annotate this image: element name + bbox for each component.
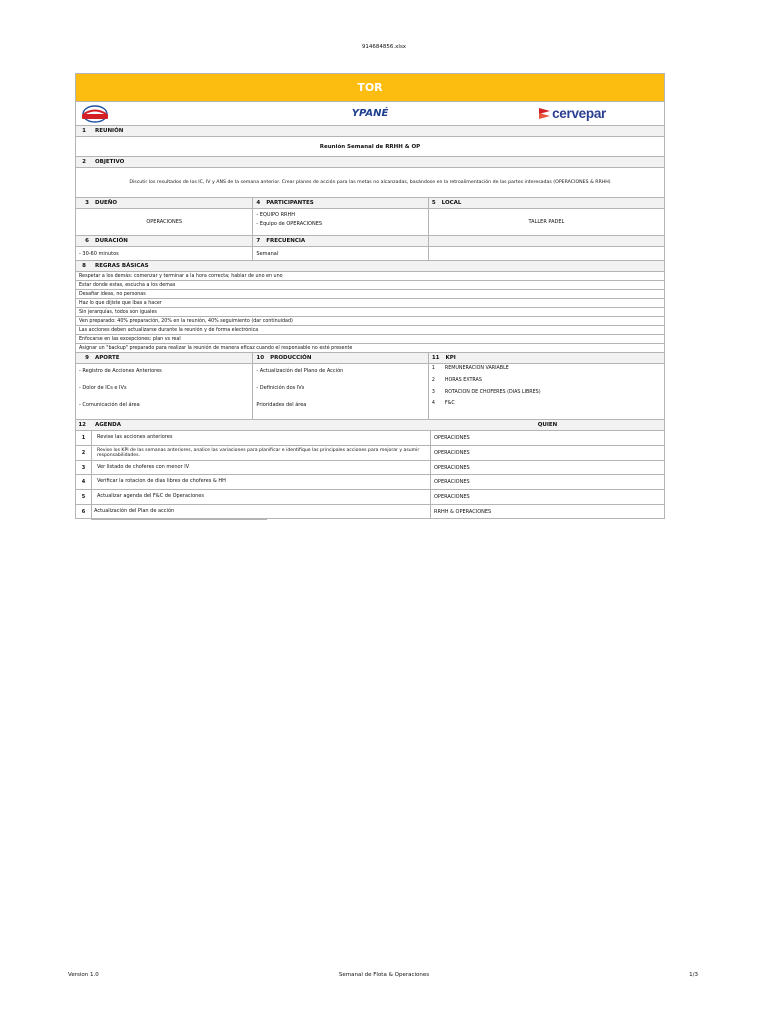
section-number: 8 [82, 263, 86, 269]
aporte-item: - Dolor de ICs e IVs [79, 385, 127, 391]
frecuencia-header [253, 236, 428, 246]
agenda-row [75, 475, 665, 490]
tor-title: TOR [76, 74, 664, 101]
produccion-header [253, 353, 428, 363]
agenda-number: 3 [76, 461, 92, 474]
section-reunion-body [75, 137, 665, 157]
cervepar-mark-icon [538, 105, 552, 121]
regla-item: Haz lo que dijiste que ibas a hacer [79, 300, 162, 306]
duracion-value: - 30-60 minutos [76, 247, 253, 260]
section-number: 1 [82, 128, 86, 134]
section-label: APORTE [95, 355, 120, 361]
section-number: 6 [85, 238, 89, 244]
section-aporte-header-row [75, 353, 665, 364]
section-label: LOCAL [441, 200, 462, 206]
kpi-text: REMUNERACION VARIABLE [444, 366, 509, 371]
regla-item: Estar donde estas, escucha a los demas [79, 282, 176, 288]
agenda-task: Actualización del Plan de acción [92, 505, 431, 518]
dueno-value: OPERACIONES [76, 209, 253, 235]
section-number: 3 [85, 200, 89, 206]
kpi-number: 2 [431, 378, 435, 383]
kpi-number: 3 [431, 390, 435, 395]
kpi-item [432, 364, 509, 373]
footer-version: Version 1.0 [68, 972, 99, 978]
aporte-header [76, 353, 253, 363]
duracion-header [76, 236, 253, 246]
section-number: 7 [256, 238, 261, 244]
section-duracion-body-row [75, 247, 665, 261]
regla-item: Asignar un "backup" preparado para realizar la reunión de manera eficaz cuando el responsable no esté presente [79, 345, 353, 351]
section-number: 2 [82, 159, 86, 165]
regla-row [75, 317, 665, 326]
tor-sheet [75, 73, 665, 520]
section-number: 5 [431, 200, 436, 206]
cervepar-logo [538, 105, 606, 121]
section-objetivo-body [75, 168, 665, 198]
kpi-text: F&C [444, 401, 455, 406]
local-header [429, 198, 664, 208]
section-number: 10 [256, 355, 265, 361]
kpi-text: HORAS EXTRAS [444, 378, 482, 383]
agenda-row [75, 461, 665, 475]
agenda-task: Actualizar agenda del F&C de Operaciones [92, 490, 431, 504]
regla-item: Las acciones deben actualizarse durante la reunión y de forma electrónica [79, 327, 259, 333]
logo-row [75, 102, 665, 126]
regla-row [75, 344, 665, 353]
agenda-who: OPERACIONES [434, 450, 470, 456]
kpi-header [429, 353, 664, 363]
regla-item: Ven preparado: 40% preparación, 20% en la reunión, 40% seguimiento (dar continuidad) [79, 318, 293, 324]
section-label: PARTICIPANTES [266, 200, 314, 206]
section-dueno-header-row [75, 198, 665, 209]
section-reglas-header [75, 261, 665, 272]
regla-row [75, 335, 665, 344]
participantes-header [253, 198, 428, 208]
agenda-number: 2 [76, 446, 92, 460]
section-number: 11 [431, 355, 440, 361]
produccion-list [253, 364, 428, 419]
regla-row [75, 272, 665, 281]
file-name: 914684856.xlsx [361, 44, 407, 50]
section-reunion-header [75, 126, 665, 137]
ypane-label: YPANÉ [351, 108, 389, 119]
section-label: DURACIÓN [95, 238, 128, 244]
agenda-number: 6 [76, 505, 92, 518]
section-objetivo-header [75, 157, 665, 168]
section-number: 4 [256, 200, 261, 206]
produccion-item: - Definición dos IVs [256, 385, 305, 391]
title-row [75, 73, 665, 102]
regla-row [75, 290, 665, 299]
section-label: AGENDA [95, 422, 121, 428]
frecuencia-value: Semanal [253, 247, 428, 260]
agenda-row [75, 490, 665, 505]
kpi-number: 1 [431, 366, 435, 371]
agenda-who: RRHH & OPERACIONES [434, 508, 492, 515]
section-aporte-body-row [75, 364, 665, 420]
agenda-task: Revise los KPI de las semanas anteriores, analice las variaciones para planificar e identifique las principales acciones para mejorar y asumir responsabilidades. [92, 446, 431, 460]
participantes-list [253, 209, 428, 235]
agenda-number: 1 [76, 431, 92, 445]
section-label: REGRAS BÁSICAS [95, 263, 149, 269]
agenda-row [75, 446, 665, 461]
section-duracion-header-row [75, 236, 665, 247]
footer-title: Semanal de Flota & Operaciones [338, 972, 430, 978]
empty-cell [429, 236, 664, 246]
produccion-item: - Actualización del Plano de Acción [256, 368, 344, 374]
section-dueno-body-row [75, 209, 665, 236]
agenda-row [75, 431, 665, 446]
section-number: 12 [78, 422, 86, 428]
kpi-item [432, 376, 482, 385]
section-label: FRECUENCIA [266, 238, 306, 244]
regla-row [75, 326, 665, 335]
agenda-who: OPERACIONES [434, 494, 470, 500]
aporte-list [76, 364, 253, 419]
section-number: 9 [85, 355, 89, 361]
regla-item: Sin jerarquías, todos son iguales [79, 309, 157, 315]
produccion-item: Prioridades del área [256, 402, 307, 408]
regla-item: Enfocarse en las excepciones: plan vs real [79, 336, 181, 342]
section-label: DUEÑO [95, 200, 118, 206]
agenda-number: 4 [76, 475, 92, 489]
local-value: TALLER PADEL [528, 219, 565, 225]
quien-label: QUIEN [537, 422, 558, 428]
kpi-number: 4 [431, 401, 435, 406]
empty-cell [429, 247, 664, 260]
aporte-item: - Registro de Acciones Anteriores [79, 368, 162, 374]
section-label: KPI [445, 355, 456, 361]
agenda-number: 5 [76, 490, 92, 504]
participante-item: - Equipo de OPERACIONES [256, 221, 323, 227]
regla-row [75, 281, 665, 290]
dueno-header [76, 198, 253, 208]
padel-logo [80, 105, 110, 127]
kpi-item [432, 399, 455, 408]
section-label: REUNIÓN [95, 128, 124, 134]
agenda-task: Ver listado de choferes con menor IV [92, 461, 431, 474]
aporte-item: - Comunicación del área [79, 402, 140, 408]
agenda-task: Revise las acciones anteriores [92, 431, 431, 445]
kpi-item [432, 388, 541, 397]
regla-item: Respetar a los demás: comenzar y terminar a la hora correcta; hablar de uno en uno [79, 273, 283, 279]
regla-row [75, 299, 665, 308]
objetivo-value: Discutir los resultados de los IC, IV y ANS de la semana anterior. Crear planes de acción para las metas no alcanzadas, basándose en la retroalimentación de las partes interesadas (OPERACIONES & RRHH) [129, 180, 611, 185]
agenda-task: Verificar la rotacion de dias libres de choferes & HH [92, 475, 431, 489]
regla-item: Desafiar ideas, no personas [79, 291, 146, 297]
agenda-who: OPERACIONES [434, 464, 470, 471]
agenda-end-line [91, 519, 267, 520]
agenda-row [75, 505, 665, 519]
regla-row [75, 308, 665, 317]
section-agenda-header [75, 420, 665, 431]
footer-page: 1/3 [689, 972, 698, 978]
section-label: PRODUCCIÓN [270, 355, 312, 361]
kpi-text: ROTACION DE CHOFERES (DIAS LIBRES) [444, 390, 541, 395]
section-label: OBJETIVO [95, 159, 125, 165]
cervepar-wordmark: cervepar [552, 105, 606, 121]
participante-item: - EQUIPO RRHH [256, 212, 296, 218]
kpi-list [429, 364, 664, 419]
agenda-who: OPERACIONES [434, 435, 470, 441]
agenda-who: OPERACIONES [434, 479, 470, 485]
reunion-value: Reunión Semanal de RRHH & OP [319, 143, 421, 150]
